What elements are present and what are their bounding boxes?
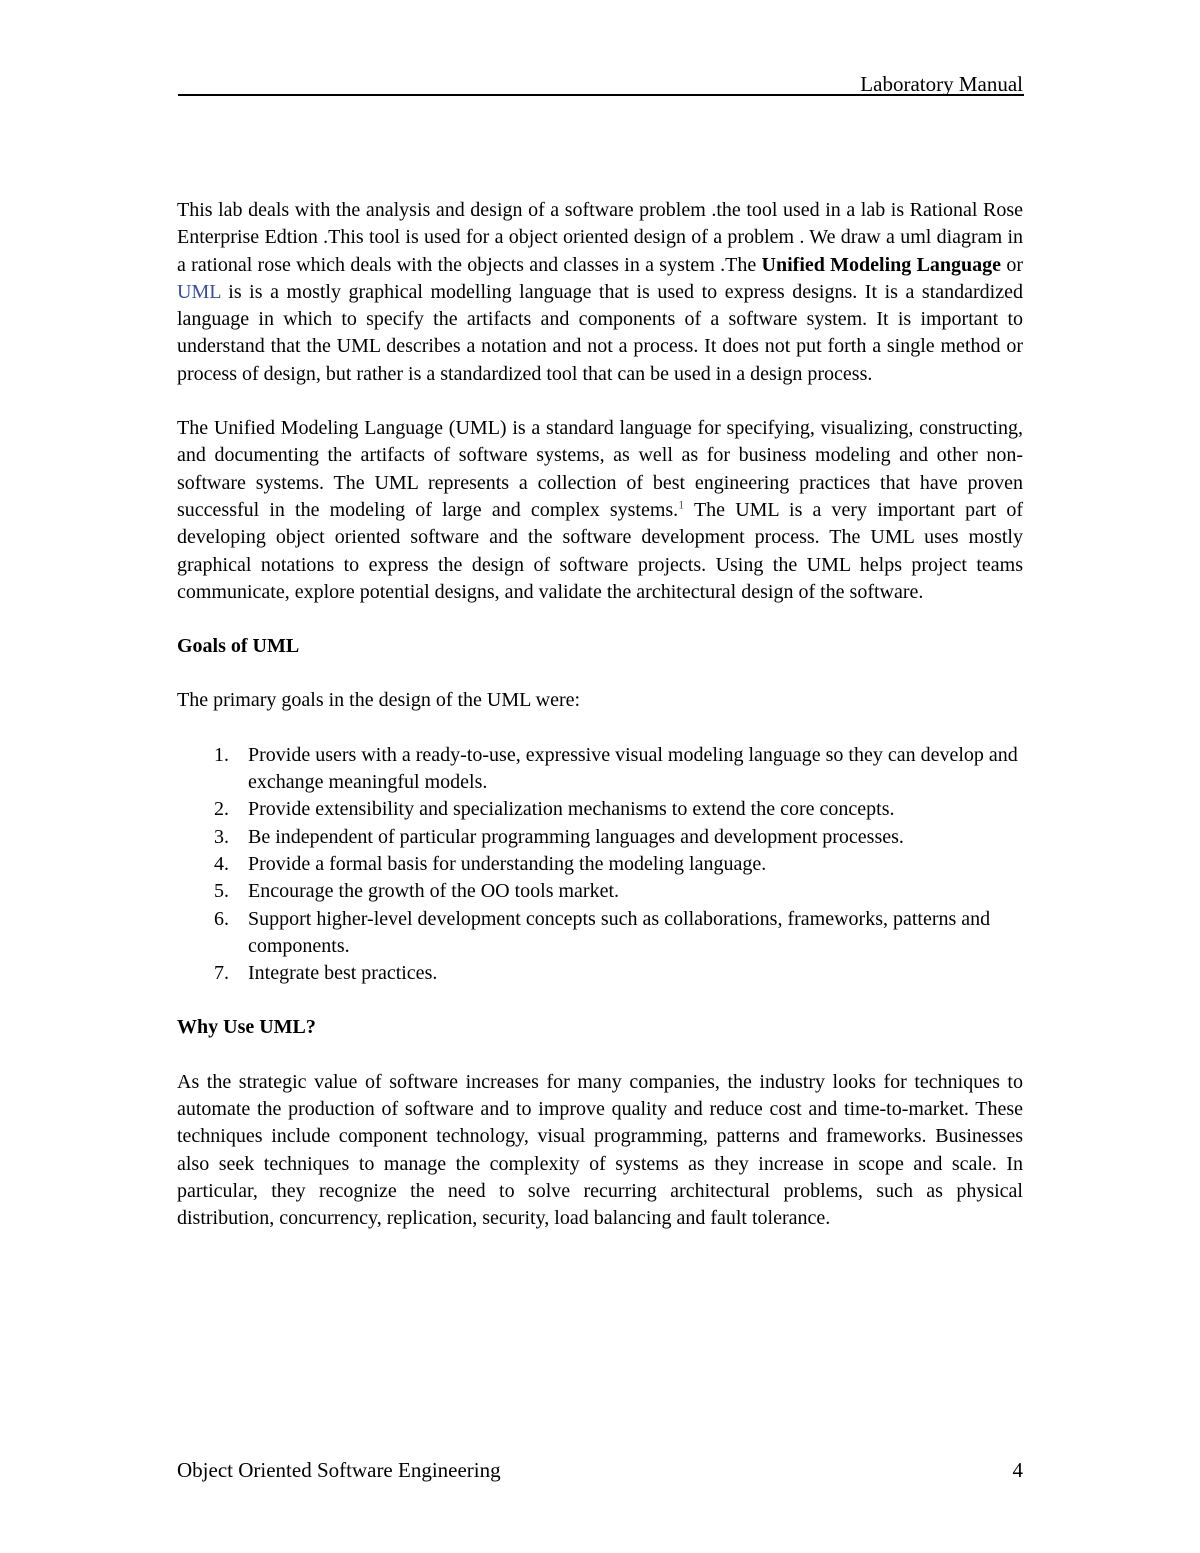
footer-page-number: 4	[1012, 1458, 1023, 1482]
list-item-text: Provide extensibility and specialization mechanisms to extend the core concepts.	[248, 798, 895, 821]
why-paragraph: As the strategic value of software increases for many companies, the industry looks for techniques to automate the production of software and to improve quality and reduce cost and time-to-market. These techniques include component technology, visual programming, patterns and frameworks. Businesses also seek techniques to manage the complexity of systems as they increase in scope and scale. In particular, they recognize the need to solve recurring architectural problems, such as physical distribution, concurrency, replication, security, load balancing and fault tolerance.	[177, 1070, 1023, 1230]
header-rule	[178, 94, 1024, 96]
list-item-text: Encourage the growth of the OO tools market.	[248, 880, 620, 903]
footer-course-title: Object Oriented Software Engineering	[177, 1458, 501, 1482]
spacer	[177, 606, 1023, 633]
uml-link[interactable]: UML	[177, 280, 221, 303]
list-item-number: 2.	[214, 798, 229, 821]
spacer	[177, 715, 1023, 742]
header-title: Laboratory Manual	[860, 72, 1023, 96]
list-item	[177, 742, 1023, 797]
goals-heading: Goals of UML	[177, 635, 300, 658]
list-item-number: 3.	[214, 825, 229, 848]
overview-paragraph	[177, 415, 1023, 606]
list-item-number: 7.	[214, 962, 229, 985]
list-item-number: 6.	[214, 907, 229, 930]
list-item	[177, 906, 1023, 961]
intro-paragraph	[177, 197, 1023, 388]
list-item-text: Integrate best practices.	[248, 962, 438, 985]
page-body	[177, 197, 1023, 1233]
spacer	[177, 1042, 1023, 1069]
goals-list	[177, 742, 1023, 988]
intro-bold-term: Unified Modeling Language	[761, 253, 1002, 276]
footnote-reference[interactable]: 1	[678, 497, 685, 512]
intro-text-a: This lab deals with the analysis and design of a software problem .the tool used in a lab is Rational Rose Enterprise Edtion .This tool is used for a object oriented design of a problem . We draw a uml diagram in a rational rose which deals with the objects and classes in a system .The	[177, 199, 1023, 276]
list-item-text: Provide users with a ready-to-use, expressive visual modeling language so they can develop and exchange meaningful models.	[248, 743, 1018, 794]
list-item-text: Be independent of particular programming languages and development processes.	[248, 825, 904, 848]
list-item-text: Provide a formal basis for understanding the modeling language.	[248, 852, 767, 875]
list-item	[177, 960, 1023, 987]
intro-text-or: or	[1001, 253, 1024, 276]
spacer	[177, 660, 1023, 687]
list-item-text: Support higher-level development concepts such as collaborations, frameworks, patterns and components.	[248, 907, 991, 957]
list-item-number: 4.	[214, 852, 229, 875]
goals-intro: The primary goals in the design of the UML were:	[177, 689, 581, 712]
list-item-number: 5.	[214, 880, 229, 903]
intro-text-b: is is a mostly graphical modelling language that is used to express designs. It is a standardized language in which to specify the artifacts and components of a software system. It is important to understand that the UML describes a notation and not a process. It does not put forth a single method or process of design, but rather is a standardized tool that can be used in a design process.	[177, 280, 1023, 385]
overview-text-b: The UML is a very important part of developing object oriented software and the software development process. The UML uses mostly graphical notations to express the design of software projects. Using the UML helps project teams communicate, explore potential designs, and validate the architectural design of the software.	[177, 498, 1023, 603]
spacer	[177, 987, 1023, 1014]
overview-text-a: The Unified Modeling Language (UML) is a standard language for specifying, visualizing, constructing, and documenting the artifacts of software systems, as well as for business modeling and other non-software systems. The UML represents a collection of best engineering practices that have proven successful in the modeling of large and complex systems.	[177, 417, 1023, 521]
list-item	[177, 796, 1023, 823]
list-item	[177, 824, 1023, 851]
list-item	[177, 851, 1023, 878]
list-item	[177, 878, 1023, 905]
list-item-number: 1.	[214, 743, 229, 766]
spacer	[177, 388, 1023, 415]
why-heading: Why Use UML?	[177, 1016, 316, 1039]
